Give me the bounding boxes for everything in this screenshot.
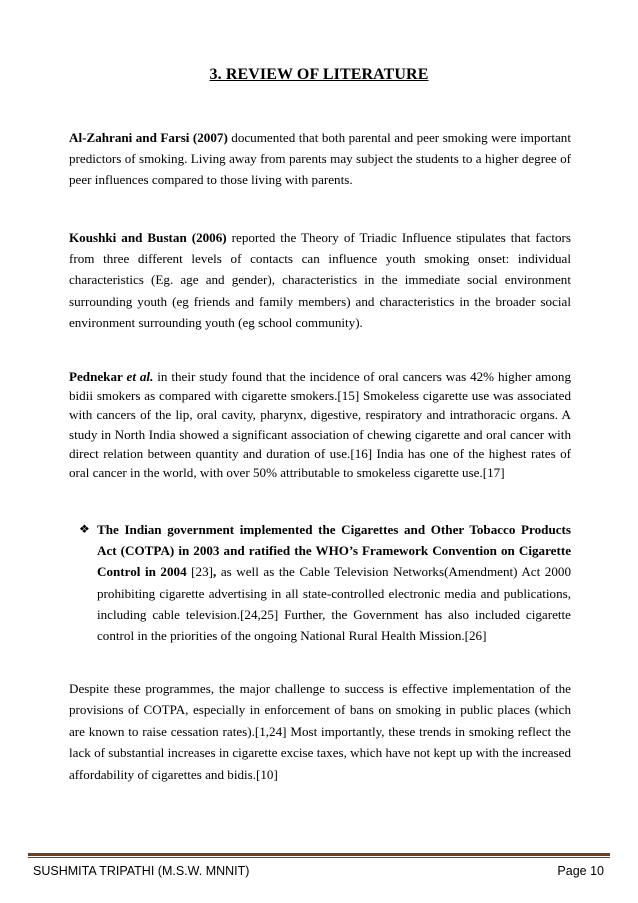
footer-author: SUSHMITA TRIPATHI (M.S.W. MNNIT) — [33, 864, 250, 878]
paragraph-pednekar — [69, 367, 571, 482]
citation-author: Al-Zahrani and Farsi (2007) — [69, 130, 228, 145]
bullet-item-cotpa — [79, 519, 571, 646]
footer-divider — [28, 853, 610, 856]
footer-page-number: Page 10 — [557, 864, 604, 878]
citation-author: Koushki and Bustan (2006) — [69, 230, 227, 245]
citation-et-al: et al. — [126, 369, 154, 384]
paragraph-al-zahrani — [69, 127, 571, 191]
paragraph-text: Despite these programmes, the major challenge to success is effective implementation of the provisions of COTPA, especially in enforcement of bans on smoking in public places (which are known to raise cessation rates).[1,24] Most importantly, these trends in smoking reflect the lack of substantial increases in cigarette excise taxes, which have not kept up with the increased affordability of cigarettes and bidis.[10] — [69, 681, 571, 782]
page-title: 3. REVIEW OF LITERATURE — [209, 66, 429, 83]
paragraph-despite — [69, 678, 571, 785]
paragraph-text: documented that both parental and peer smoking were important predictors of smoking. Living away from parents may subject the students to a higher degree of peer influences compared to those living with parents. — [69, 130, 571, 188]
bullet-ref: [23] — [186, 564, 213, 580]
paragraph-koushki — [69, 227, 571, 333]
footer-divider-thin — [28, 857, 610, 858]
paragraph-text: in their study found that the incidence of oral cancers was 42% higher among bidii smokers as compared with cigarette smokers.[15] Smokeless cigarette use was associated with cancers of the lip, oral cavity, pharynx, digestive, respiratory and intrathoracic organs. A study in North India showed a significant association of chewing cigarette and oral cancer with direct relation between quantity and duration of use.[16] India has one of the highest rates of oral cancer in the world, with over 50% attributable to smokeless cigarette use.[17] — [69, 369, 571, 481]
bullet-comma: , — [213, 564, 217, 580]
citation-author: Pednekar — [69, 369, 127, 384]
bullet-bold-text: The Indian government implemented the Cigarettes and Other Tobacco Products Act (COTPA) in 2003 and ratified the WHO’s Framework Convention on Cigarette Control in 2004 — [97, 522, 571, 580]
diamond-bullet-icon: ❖ — [79, 522, 90, 536]
bullet-text: as well as the Cable Television Networks(Amendment) Act 2000 prohibiting cigarette advertising in all state-controlled electronic media and publications, including cable television.[24,25] Further, the Government has also included cigarette control in the priorities of the ongoing National Rural Health Mission.[26] — [97, 564, 571, 644]
paragraph-text: reported the Theory of Triadic Influence stipulates that factors from three different levels of contacts can influence youth smoking onset: individual characteristics (Eg. age and gender), characteristics in the immediate social environment surrounding youth (eg friends and family members) and characteristics in the broader social environment surrounding youth (eg school community). — [69, 230, 571, 330]
